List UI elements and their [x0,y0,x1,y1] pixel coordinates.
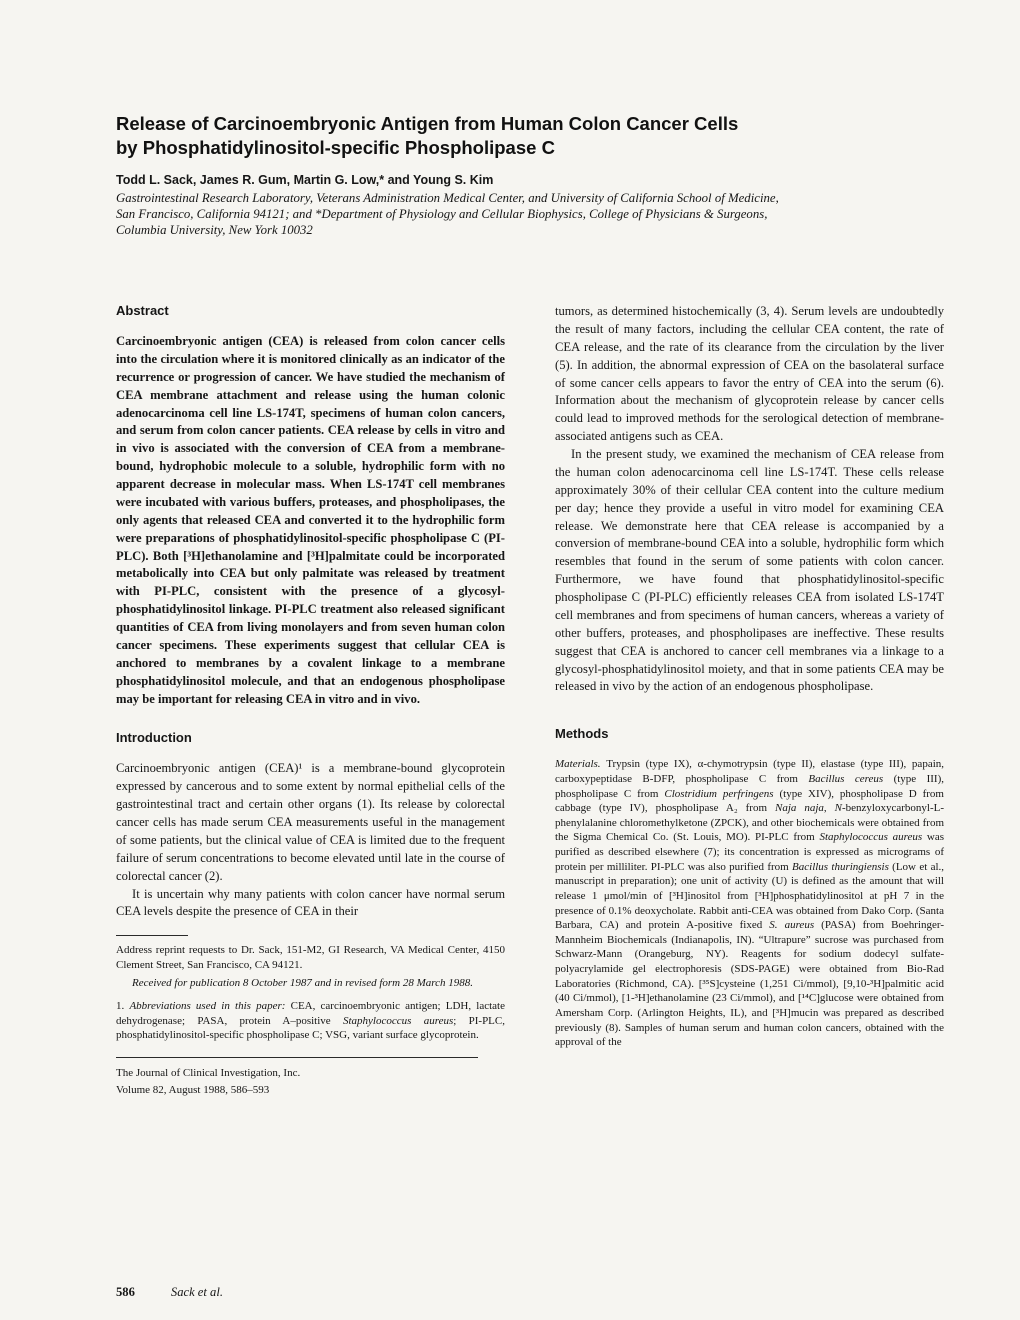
abstract-text: Carcinoembryonic antigen (CEA) is released from colon cancer cells into the circulation where it is monitored clinically as an indicator of the recurrence or progression of cancer. We have studied the mechanism of CEA membrane attachment and release using the human colonic adenocarcinoma cell line LS-174T, specimens of human colon cancers, and serum from colon cancer patients. CEA release by cells in vitro and in vivo is associated with the conversion of CEA from a membrane-bound, hydrophobic molecule to a soluble, hydrophilic form with no apparent decrease in molecular mass. When LS-174T cell membranes were incubated with various buffers, proteases, and phospholipases, the only agents that released CEA and converted it to the hydrophilic form were preparations of phosphatidylinositol-specific phospholipase C (PI-PLC). Both [³H]ethanolamine and [³H]palmitate could be incorporated metabolically into CEA but only palmitate was released by treatment with PI-PLC, consistent with the presence of a glycosyl-phosphatidylinositol linkage. PI-PLC treatment also released significant quantities of CEA from living monolayers and from seven human colon cancer specimens. These experiments suggest that cellular CEA is anchored to membranes by a covalent linkage to a membrane phosphatidylinositol molecule, and that an endogenous phospholipase may be important for releasing CEA in vitro and in vivo. [116,334,505,706]
present-study-paragraph: In the present study, we examined the mechanism of CEA release from the human colon adenocarcinoma cell line LS-174T. These cells release approximately 30% of their cellular CEA content into the culture medium per day; hence they provide a useful in vitro model for examining CEA release. We demonstrate here that CEA release is accompanied by a conversion of membrane-bound CEA into a soluble, hydrophilic form which resembles that found in the serum of some patients with colon cancer. Furthermore, we have found that phosphatidylinositol-specific phospholipase C (PI-PLC) efficiently releases CEA from isolated LS-174T cell membranes and from specimens of human cancers, whereas a variety of other buffers, proteases, and phospholipases are ineffective. These results suggest that CEA is anchored to cancer cell membranes via a linkage to a glycosyl-phosphatidylinositol moiety, and that in some patients CEA may be released in vivo by the action of an endogenous phospholipase. [555,447,944,694]
left-column [116,303,505,1098]
introduction-heading: Introduction [116,730,192,746]
journal-rule [116,1057,478,1058]
affiliation-line2: San Francisco, California 94121; and *Department of Physiology and Cellular Biophysics, College of Physicians & Surgeons, [116,207,768,222]
abstract-heading: Abstract [116,303,169,319]
paper-title-line2: by Phosphatidylinositol-specific Phospholipase C [116,137,555,159]
reprint-request-footnote: Address reprint requests to Dr. Sack, 151-M2, GI Research, VA Medical Center, 4150 Clement Street, San Francisco, CA 94121. [116,944,505,971]
materials-paragraph: Materials. Trypsin (type IX), α-chymotrypsin (type II), elastase (type III), papain, carboxypeptidase B-DFP, phospholipase C from Bacillus cereus (type III), phospholipase C from Clostridium perfringens (type XIV), phospholipase D from cabbage (type IV), phospholipase A₂ from Naja naja, N-benzyloxycarbonyl-L-phenylalanine chloromethylketone (ZPCK), and other biochemicals were obtained from the Sigma Chemical Co. (St. Louis, MO). PI-PLC from Staphylococcus aureus was purified as described elsewhere (7); its concentration is expressed as micrograms of protein per milliliter. PI-PLC was also purified from Bacillus thuringiensis (Low et al., manuscript in preparation); one unit of activity (U) is defined as the amount that will release 1 μmol/min of [³H]inositol from [³H]phosphatidylinositol at pH 7 in the presence of 0.1% deoxycholate. Rabbit anti-CEA was obtained from Dako Corp. (Santa Barbara, CA) and protein A-positive fixed S. aureus (PASA) from Boehringer-Mannheim Biochemicals (Indianapolis, IN). “Ultrapure” sucrose was purchased from Schwarz-Mann (Orangeburg, NY). Reagents for sodium dodecyl sulfate-polyacrylamide gel electrophoresis (SDS-PAGE) were obtained from Bio-Rad Laboratories (Richmond, CA). [³⁵S]cysteine (1,251 Ci/mmol), [9,10-³H]palmitic acid (40 Ci/mmol), [1-³H]ethanolamine (23 Ci/mmol), and [¹⁴C]glucose were obtained from Amersham Corp. (Arlington Heights, IL), and [³H]mucin was prepared as described previously (8). Samples of human serum and human colon cancers, obtained with the approval of the [555,758,945,1049]
affiliation-line3: Columbia University, New York 10032 [116,223,313,238]
paper-header [116,112,944,239]
journal-name: The Journal of Clinical Investigation, Inc. [116,1067,301,1080]
footnote-block [116,935,505,1098]
right-column [555,303,944,1098]
paper-title-line1: Release of Carcinoembryonic Antigen from Human Colon Cancer Cells [116,113,739,134]
continuation-paragraph: tumors, as determined histochemically (3, 4). Serum levels are undoubtedly the result of many factors, including the cellular CEA content, the rate of CEA release, and the rate of its clearance from the circulation by the liver (5). In addition, the abnormal expression of CEA on the basolateral surface of some cancer cells appears to favor the entry of CEA into the serum (6). Information about the mechanism of glycoprotein release by cancer cells could lead to improved methods for the serological detection of membrane-associated antigens such as CEA. [555,304,944,444]
journal-volume-info: Volume 82, August 1988, 586–593 [116,1083,270,1096]
two-column-body [116,303,944,1098]
abbreviations-footnote: 1. Abbreviations used in this paper: CEA, carcinoembryonic antigen; LDH, lactate dehydrogenase; PASA, protein A–positive Staphylococcus aureus; PI-PLC, phosphatidylinositol-specific phospholipase C; VSG, variant surface glycoprotein. [116,1000,505,1042]
page-footer [116,1285,223,1300]
author-list: Todd L. Sack, James R. Gum, Martin G. Low,* and Young S. Kim [116,173,494,188]
footnote-rule [116,935,188,936]
received-date-footnote: Received for publication 8 October 1987 and in revised form 28 March 1988. [132,976,474,989]
intro-paragraph-1: Carcinoembryonic antigen (CEA)¹ is a membrane-bound glycoprotein expressed by cancerous and to some extent by normal epithelial cells of the gastrointestinal tract and certain other organs (1). Its release by colorectal cancer cells has made serum CEA measurements useful in the management of some patients, but the clinical value of CEA is limited due to the frequent failure of serum concentrations to become elevated until late in the course of colorectal cancer (2). [116,761,505,883]
intro-paragraph-2: It is uncertain why many patients with colon cancer have normal serum CEA levels despite the presence of CEA in their [116,886,505,919]
methods-heading: Methods [555,726,609,742]
affiliation-line1: Gastrointestinal Research Laboratory, Veterans Administration Medical Center, and University of California School of Medicine, [116,191,779,206]
affiliation [116,191,944,239]
page-content [116,112,944,1098]
paper-title [116,112,944,160]
footer-authors: Sack et al. [170,1285,223,1299]
page-number: 586 [116,1285,135,1299]
